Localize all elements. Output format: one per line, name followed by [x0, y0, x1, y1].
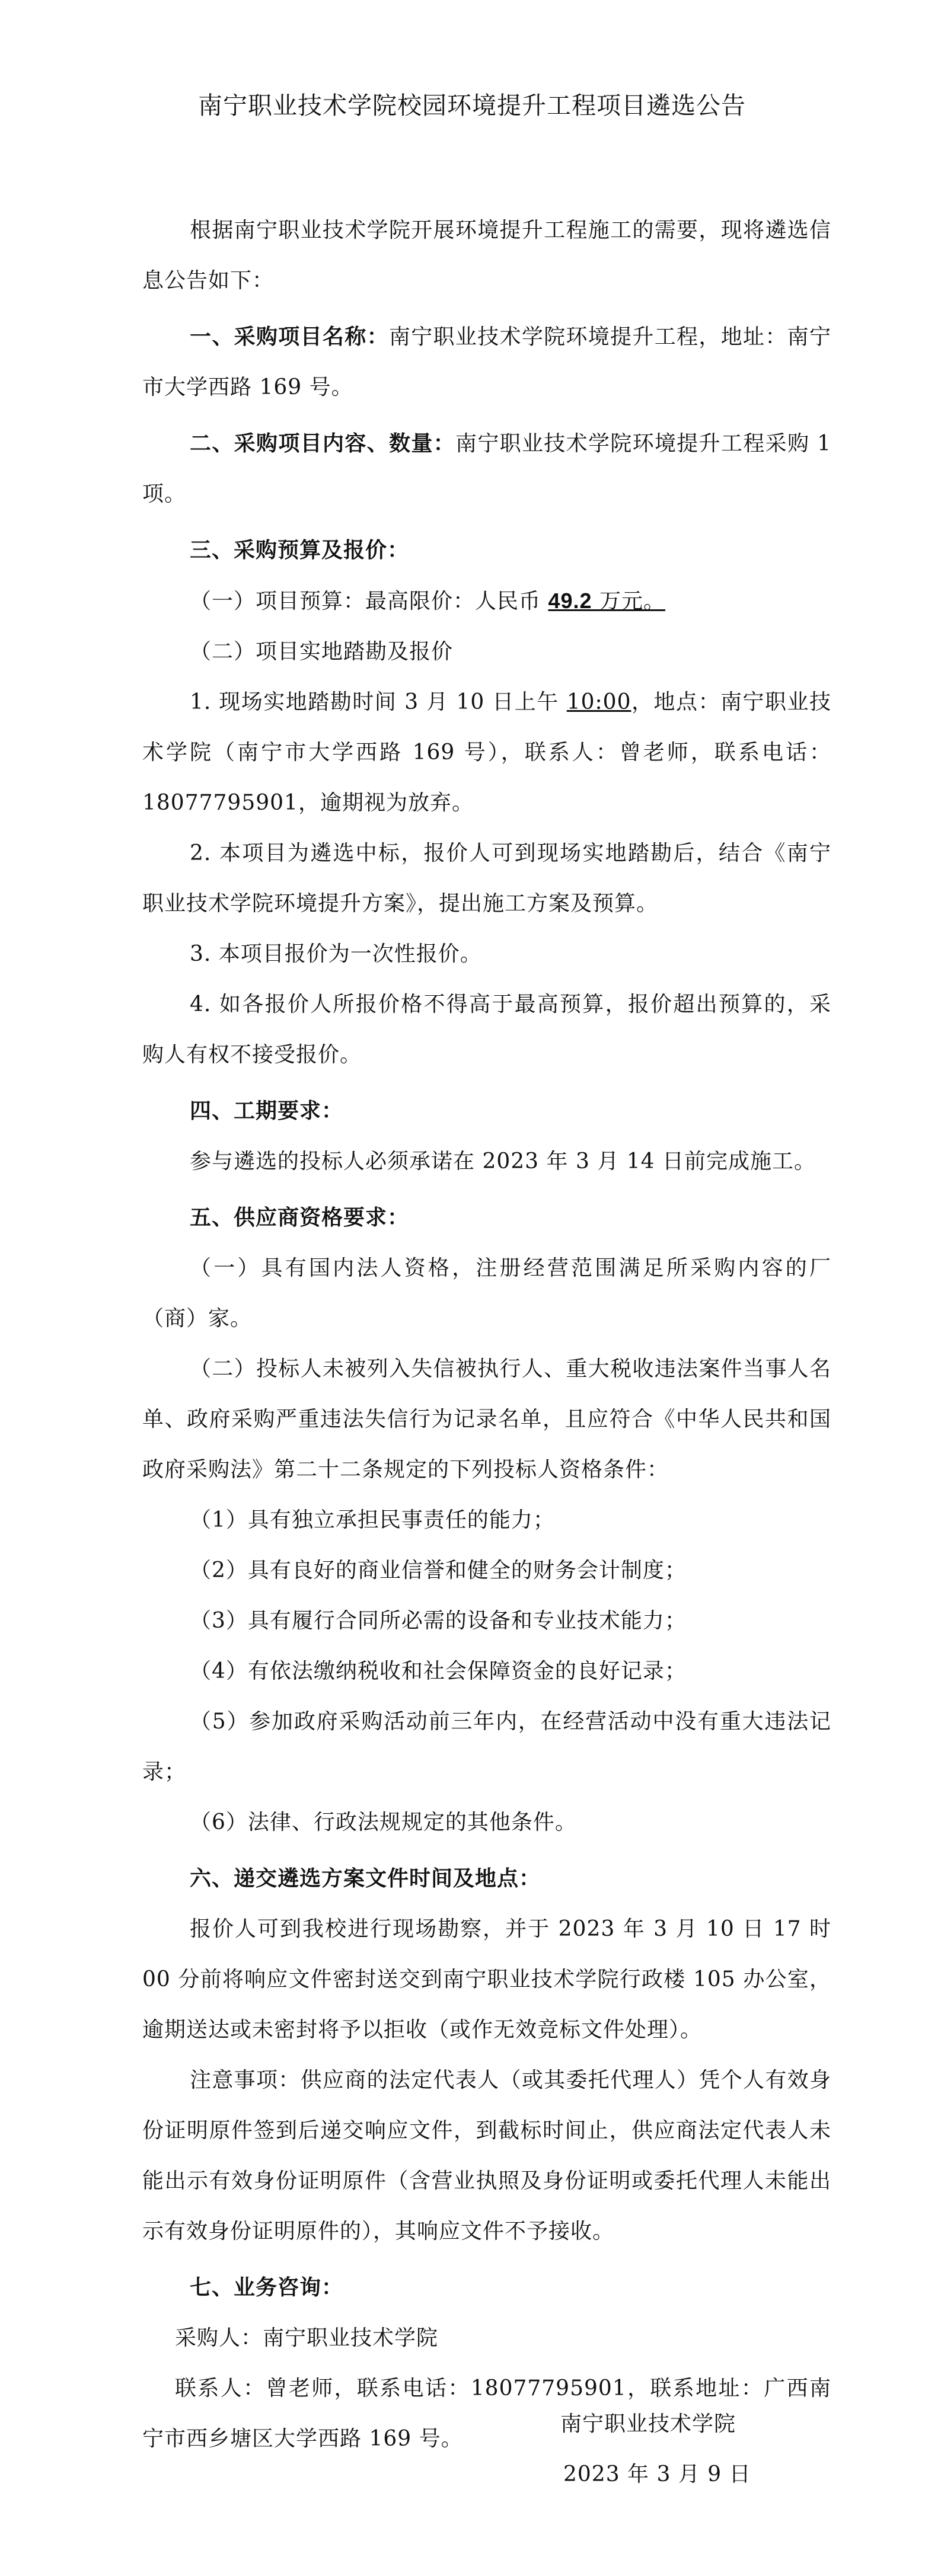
section-1-label: 一、采购项目名称： — [190, 324, 389, 349]
section-5-paragraph-1: （一）具有国内法人资格，注册经营范围满足所采购内容的厂（商）家。 — [142, 1256, 831, 1331]
budget-unit: 万元。 — [592, 589, 665, 613]
section-6-label: 六、递交遴选方案文件时间及地点： — [190, 1866, 541, 1891]
section-7-label: 七、业务咨询： — [190, 2275, 344, 2300]
point-1-post: ，地点：南宁职业技术学院（南宁市大学西路 169 号），联系人：曾老师，联系电话：18077795901，逾期视为放弃。 — [142, 690, 831, 815]
qualification-item: （4）有依法缴纳税收和社会保障资金的良好记录； — [190, 1659, 687, 1683]
section-5-paragraph-2: （二）投标人未被列入失信被执行人、重大税收违法案件当事人名单、政府采购严重违法失信行为记录名单，且应符合《中华人民共和国政府采购法》第二十二条规定的下列投标人资格条件： — [142, 1357, 831, 1482]
intro-paragraph: 根据南宁职业技术学院开展环境提升工程施工的需要，现将遴选信息公告如下： — [142, 218, 831, 293]
section-4-text: 参与遴选的投标人必须承诺在 2023 年 3 月 14 日前完成施工。 — [190, 1149, 816, 1174]
section-1 — [142, 312, 831, 413]
contact-line: 联系人：曾老师，联系电话：18077795901，联系地址：广西南宁市西乡塘区大学西路 169 号。 — [142, 2376, 831, 2451]
qualification-item: （6）法律、行政法规规定的其他条件。 — [190, 1810, 577, 1834]
section-3-point-1 — [142, 677, 831, 828]
section-1-text: 南宁职业技术学院环境提升工程，地址：南宁市大学西路 169 号。 — [142, 325, 831, 399]
section-3-budget — [142, 576, 831, 627]
qualification-item: （1）具有独立承担民事责任的能力； — [190, 1508, 555, 1532]
point-1-pre: 1. 现场实地踏勘时间 3 月 10 日上午 — [190, 690, 567, 714]
section-6-paragraph-2: 注意事项：供应商的法定代表人（或其委托代理人）凭个人有效身份证明原件签到后递交响应文件，到截标时间止，供应商法定代表人未能出示有效身份证明原件（含营业执照及身份证明或委托代理人未能出示有效身份证明原件的），其响应文件不予接收。 — [142, 2068, 831, 2243]
qualification-item: （3）具有履行合同所必需的设备和专业技术能力； — [190, 1609, 687, 1633]
section-2 — [142, 418, 831, 519]
section-5-label: 五、供应商资格要求： — [190, 1205, 410, 1230]
section-2-label: 二、采购项目内容、数量： — [190, 431, 455, 456]
qualification-item: （2）具有良好的商业信誉和健全的财务会计制度； — [190, 1558, 687, 1583]
budget-text-pre: （一）项目预算：最高限价：人民币 — [190, 589, 548, 613]
section-2-text: 南宁职业技术学院环境提升工程采购 1 项。 — [142, 432, 831, 506]
buyer-line: 采购人：南宁职业技术学院 — [175, 2326, 439, 2350]
page-title: 南宁职业技术学院校园环境提升工程项目遴选公告 — [198, 91, 746, 120]
section-3-point-4: 4. 如各报价人所报价格不得高于最高预算，报价超出预算的，采购人有权不接受报价。 — [142, 992, 831, 1067]
budget-amount: 49.2 — [548, 589, 592, 613]
signature-date: 2023 年 3 月 9 日 — [563, 2462, 751, 2486]
section-3-point-3: 3. 本项目报价为一次性报价。 — [190, 942, 482, 966]
section-3-sub2: （二）项目实地踏勘及报价 — [190, 640, 454, 664]
signature-organization: 南宁职业技术学院 — [560, 2412, 736, 2436]
survey-time: 10:00 — [566, 690, 631, 714]
section-3-label: 三、采购预算及报价： — [190, 538, 410, 562]
section-4-label: 四、工期要求： — [190, 1098, 344, 1123]
section-6-paragraph-1: 报价人可到我校进行现场勘察，并于 2023 年 3 月 10 日 17 时 00 分前将响应文件密封送交到南宁职业技术学院行政楼 105 办公室，逾期送达或未密封将予以拒收（或作无效竞标文件处理）。 — [142, 1917, 831, 2042]
qualification-item: （5）参加政府采购活动前三年内，在经营活动中没有重大违法记录； — [142, 1709, 831, 1784]
section-3-point-2: 2. 本项目为遴选中标，报价人可到现场实地踏勘后，结合《南宁职业技术学院环境提升方案》，提出施工方案及预算。 — [142, 841, 831, 916]
